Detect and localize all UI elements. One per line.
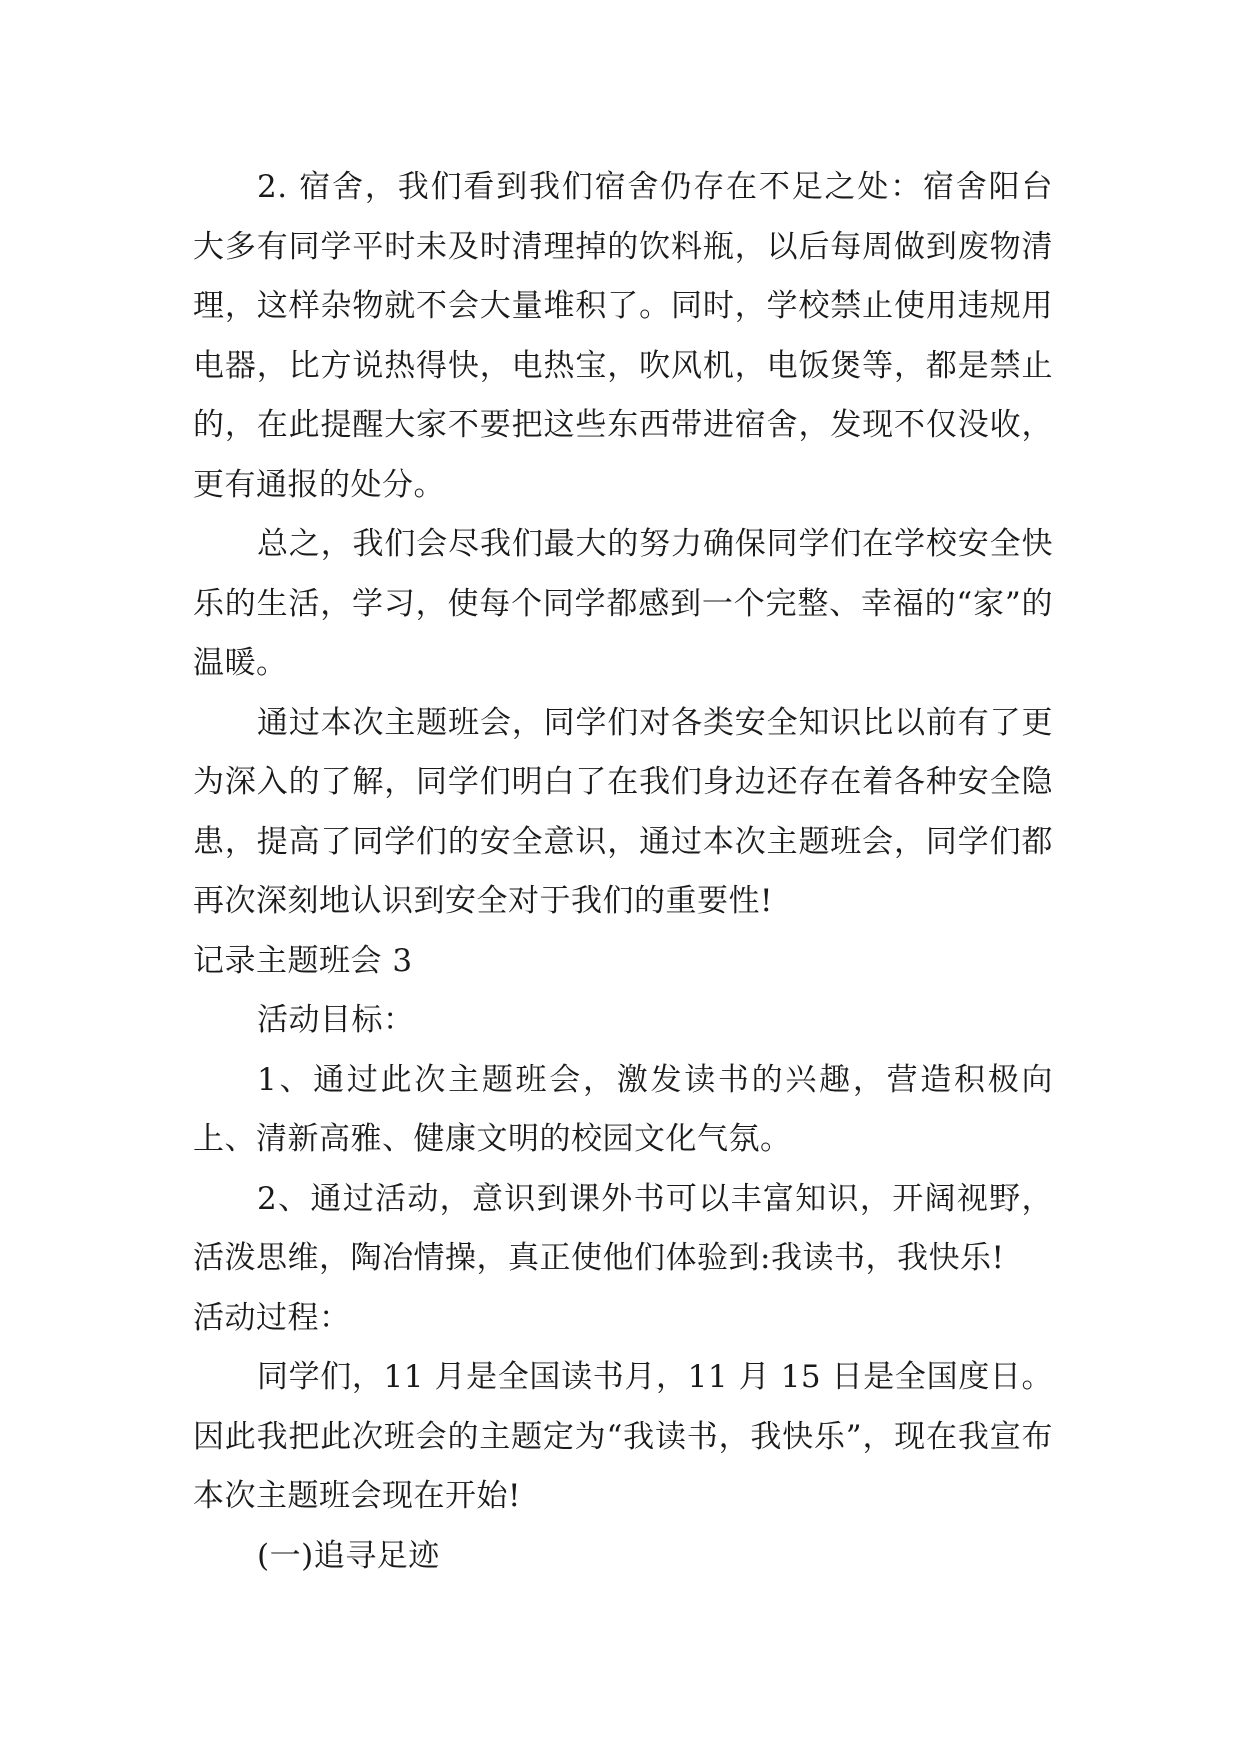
document-body xyxy=(193,158,1053,1586)
paragraph-conclusion: 通过本次主题班会，同学们对各类安全知识比以前有了更为深入的了解，同学们明白了在我们身边还存在着各种安全隐患，提高了同学们的安全意识，通过本次主题班会，同学们都再次深刻地认识到安全对于我们的重要性! xyxy=(193,704,1053,919)
paragraph-subsection-1: (一)追寻足迹 xyxy=(257,1537,440,1574)
paragraph-intro: 同学们，11 月是全国读书月，11 月 15 日是全国度日。因此我把此次班会的主题定为“我读书，我快乐”，现在我宣布本次主题班会现在开始! xyxy=(193,1359,1053,1514)
paragraph-activity-process-label: 活动过程： xyxy=(193,1299,351,1336)
paragraph-summary: 总之，我们会尽我们最大的努力确保同学们在学校安全快乐的生活，学习，使每个同学都感到一个完整、幸福的“家”的温暖。 xyxy=(193,526,1053,681)
paragraph-goal-1: 1、通过此次主题班会，激发读书的兴趣，营造积极向上、清新高雅、健康文明的校园文化气氛。 xyxy=(193,1061,1053,1157)
section-heading: 记录主题班会 3 xyxy=(193,942,413,979)
paragraph-dormitory: 2. 宿舍，我们看到我们宿舍仍存在不足之处：宿舍阳台大多有同学平时未及时清理掉的饮料瓶，以后每周做到废物清理，这样杂物就不会大量堆积了。同时，学校禁止使用违规用电器，比方说热得快，电热宝，吹风机，电饭煲等，都是禁止的，在此提醒大家不要把这些东西带进宿舍，发现不仅没收，更有通报的处分。 xyxy=(193,169,1053,503)
paragraph-activity-goals-label: 活动目标： xyxy=(257,1002,415,1038)
paragraph-goal-2: 2、通过活动，意识到课外书可以丰富知识，开阔视野，活泼思维，陶冶情操，真正使他们体验到:我读书，我快乐! xyxy=(193,1180,1053,1276)
